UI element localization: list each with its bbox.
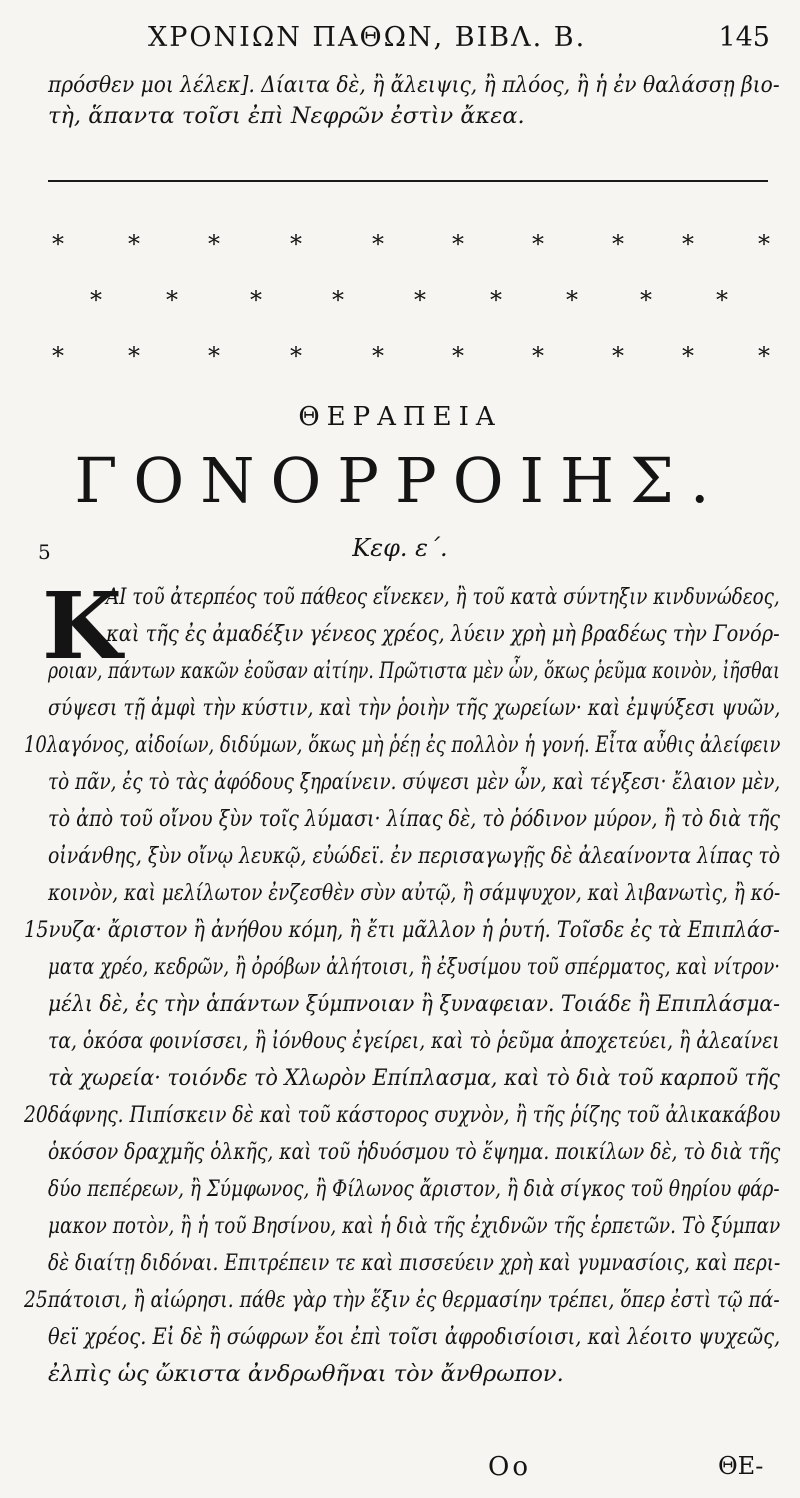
- asterisk: *: [566, 286, 578, 314]
- text-line: δὲ διαίτῃ διδόναι. Επιτρέπειν τε καὶ πισσεύειν χρὴ καὶ γυμνασίοις, καὶ περι-: [48, 1250, 781, 1276]
- text-line: κοινὸν, καὶ μελίλωτον ἐνζεσθὲν σὺν αὐτῷ, ἢ σάμψυχον, καὶ λιβανωτὶς, ἢ κό-: [48, 880, 781, 906]
- margin-line-number: 5: [38, 540, 51, 564]
- asterisk: *: [250, 286, 262, 314]
- asterisk: *: [532, 230, 544, 258]
- asterisk: *: [372, 342, 384, 370]
- text-line: 10λαγόνος, αἰδοίων, διδύμων, ὅκως μὴ ῥέῃ ἐς πολλὸν ἡ γονή. Εἶτα αὖθις ἀλείφειν: [24, 732, 781, 758]
- asterisk: *: [90, 286, 102, 314]
- text-line: θεϊ χρέος. Εἰ δὲ ἢ σώφρων ἔοι ἐπὶ τοῖσι ἀφροδισίοισι, καὶ λέοιτο ψυχεῶς,: [48, 1324, 781, 1350]
- asterisk-row: [0, 286, 800, 316]
- text-line: τὸ πᾶν, ἐς τὸ τὰς ἀφόδους ξηραίνειν. σύψεσι μὲν ὦν, καὶ τέγξεσι· ἔλαιον μὲν,: [48, 769, 781, 795]
- running-head: [0, 22, 800, 56]
- asterisk: *: [758, 342, 770, 370]
- asterisk: *: [716, 286, 728, 314]
- asterisk: *: [290, 342, 302, 370]
- asterisk: *: [532, 342, 544, 370]
- text-line: μακον ποτὸν, ἢ ἡ τοῦ Βησίνου, καὶ ἡ διὰ τῆς ἐχιδνῶν τῆς ἑρπετῶν. Τὸ ξύμπαν: [48, 1213, 781, 1239]
- text-line: οἰνάνθης, ξὺν οἴνῳ λευκῷ, εὐώδεϊ. ἐν περισαγωγῇς δὲ ἀλεαίνοντα λίπας τὸ: [48, 843, 781, 869]
- asterisk: *: [52, 342, 64, 370]
- asterisk: *: [452, 230, 464, 258]
- asterisk: *: [758, 230, 770, 258]
- text-line: πρόσθεν μοι λέλεκ]. Δίαιτα δὲ, ἢ ἄλειψις, ἢ πλόος, ἢ ἡ ἐν θαλάσσῃ βιο-: [48, 72, 780, 98]
- text-line: ροιαν, πάντων κακῶν ἐοῦσαν αἰτίην. Πρῶτιστα μὲν ὦν, ὅκως ῥεῦμα κοινὸν, ἰῆσθαι: [48, 658, 780, 684]
- text-line: 20δάφνης. Πιπίσκειν δὲ καὶ τοῦ κάστορος συχνὸν, ἢ τῆς ῥίζης τοῦ ἀλικακάβου: [24, 1102, 781, 1128]
- text-line: 15νυζα· ἄριστον ἢ ἀνήθου κόμη, ἢ ἔτι μᾶλλον ἡ ῥυτή. Τοῖσδε ἐς τὰ Επιπλάσ-: [24, 917, 780, 943]
- text-line: 25πάτοισι, ἢ αἰώρησι. πάθε γὰρ τὴν ἕξιν ἐς θερμασίην τρέπει, ὅπερ ἐστὶ τῷ πά-: [24, 1287, 780, 1313]
- catchword: ΘΕ-: [718, 1452, 764, 1480]
- page-number: 145: [718, 22, 770, 53]
- asterisk: *: [332, 286, 344, 314]
- asterisk: *: [612, 342, 624, 370]
- asterisk: *: [640, 286, 652, 314]
- text-line: ἐλπὶς ὡς ὤκιστα ἀνδρωθῆναι τὸν ἄνθρωπον.: [48, 1361, 564, 1387]
- text-line: καὶ τῆς ἐς ἀμαδέξιν γένεος χρέος, λύειν χρὴ μὴ βραδέως τὴν Γονόρ-: [106, 621, 780, 647]
- asterisk: *: [208, 230, 220, 258]
- asterisk: *: [128, 230, 140, 258]
- asterisk: *: [372, 230, 384, 258]
- text-line: σύψεσι τῇ ἀμφὶ τὴν κύστιν, καὶ τὴν ῥοιὴν τῆς χωρείων· καὶ ἐμψύξεσι ψυῶν,: [48, 695, 781, 721]
- text-line: τα, ὁκόσα φοινίσσει, ἢ ἰόνθους ἐγείρει, καὶ τὸ ῥεῦμα ἀποχετεύει, ἢ ἀλεαίνει: [48, 1028, 780, 1054]
- section-title: ΓΟΝΟΡΡΟΙΗΣ.: [74, 444, 726, 517]
- asterisk: *: [128, 342, 140, 370]
- text-line: δύο πεπέρεων, ἢ Σύμφωνος, ἢ Φίλωνος ἄριστον, ἢ διὰ σίγκος τοῦ θηρίου φάρ-: [48, 1176, 780, 1202]
- text-line: ματα χρέο, κεδρῶν, ἢ ὀρόβων ἀλήτοισι, ἢ ἐξυσίμου τοῦ σπέρματος, καὶ νίτρον·: [48, 954, 781, 980]
- asterisk-row: [0, 342, 800, 372]
- drop-cap-initial: K: [42, 572, 122, 680]
- asterisk: *: [414, 286, 426, 314]
- asterisk: *: [490, 286, 502, 314]
- asterisk: *: [208, 342, 220, 370]
- asterisk: *: [682, 342, 694, 370]
- asterisk: *: [166, 286, 178, 314]
- asterisk: *: [612, 230, 624, 258]
- asterisk: *: [290, 230, 302, 258]
- running-title: ΧΡΟΝΙΩΝ ΠΑΘΩΝ, ΒΙΒΛ. Β.: [148, 22, 587, 53]
- text-line: τὴ, ἅπαντα τοῖσι ἐπὶ Νεφρῶν ἐστὶν ἄκεα.: [48, 103, 525, 129]
- text-line: τὸ ἀπὸ τοῦ οἴνου ξὺν τοῖς λύμασι· λίπας δὲ, τὸ ῥόδινον μύρον, ἢ τὸ διὰ τῆς: [48, 806, 780, 832]
- asterisk: *: [452, 342, 464, 370]
- signature-mark: Oo: [488, 1452, 531, 1482]
- section-label: ΘΕΡΑΠΕΙΑ: [298, 402, 502, 432]
- asterisk: *: [52, 230, 64, 258]
- chapter-label: Κεφ. ε΄.: [352, 534, 448, 562]
- text-line: τὰ χωρεία· τοιόνδε τὸ Χλωρὸν Επίπλασμα, καὶ τὸ διὰ τοῦ καρποῦ τῆς: [48, 1065, 780, 1091]
- section-divider-rule: [48, 180, 768, 182]
- text-line: μέλι δὲ, ἐς τὴν ἁπάντων ξύμπνοιαν ἢ ξυναφειαν. Τοιάδε ἢ Επιπλάσμα-: [48, 991, 780, 1017]
- text-line: ὁκόσον δραχμῆς ὁλκῆς, καὶ τοῦ ἡδυόσμου τὸ ἕψημα. ποικίλων δὲ, τὸ διὰ τῆς: [48, 1139, 781, 1165]
- text-line: ΑΙ τοῦ ἀτερπέος τοῦ πάθεος εἵνεκεν, ἢ τοῦ κατὰ σύντηξιν κινδυνώδεος,: [106, 584, 780, 610]
- asterisk-row: [0, 230, 800, 260]
- asterisk: *: [682, 230, 694, 258]
